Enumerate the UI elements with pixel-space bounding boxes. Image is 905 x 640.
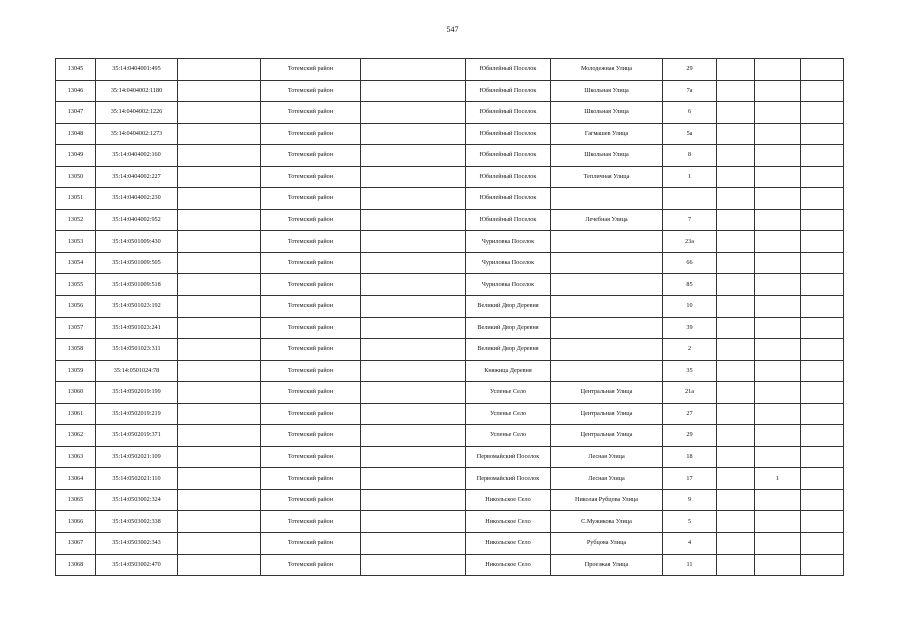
cell-extra (717, 102, 755, 124)
cell-street: Рубцова Улица (551, 533, 663, 555)
table-row (56, 188, 844, 210)
cell-record-number: 13060 (56, 382, 96, 404)
cell-settlement: Юбилейный Поселок (466, 59, 551, 81)
cell-district: Тотемский район (261, 511, 361, 533)
cell-cadastral-number: 35:14:0404002:1180 (96, 80, 178, 102)
cell-cadastral-number: 35:14:0404002:230 (96, 188, 178, 210)
cell-extra (801, 145, 844, 167)
cell-street: Молодежная Улица (551, 59, 663, 81)
cell-cadastral-number: 35:14:0502021:109 (96, 446, 178, 468)
cell-house-number: 23а (663, 231, 717, 253)
cell-settlement: Юбилейный Поселок (466, 80, 551, 102)
cell-street: Гагмашев Улица (551, 123, 663, 145)
cell-street: Школьная Улица (551, 102, 663, 124)
cell-district: Тотемский район (261, 382, 361, 404)
table-row (56, 511, 844, 533)
registry-table (55, 58, 844, 576)
cell-record-number: 13063 (56, 446, 96, 468)
cell-house-number (663, 188, 717, 210)
cell-settlement: Первомайский Поселок (466, 446, 551, 468)
cell-district: Тотемский район (261, 231, 361, 253)
cell-record-number: 13065 (56, 489, 96, 511)
cell-empty (361, 339, 466, 361)
cell-extra (755, 59, 801, 81)
cell-empty (361, 274, 466, 296)
cell-cadastral-number: 35:14:0404002:1273 (96, 123, 178, 145)
cell-extra (717, 425, 755, 447)
cell-district: Тотемский район (261, 145, 361, 167)
cell-settlement: Великий Двор Деревня (466, 296, 551, 318)
cell-district: Тотемский район (261, 123, 361, 145)
cell-street (551, 188, 663, 210)
cell-empty (361, 446, 466, 468)
cell-empty (361, 511, 466, 533)
cell-extra (717, 166, 755, 188)
table-body (56, 59, 844, 576)
cell-settlement: Чуриловка Поселок (466, 252, 551, 274)
table-row (56, 80, 844, 102)
cell-settlement: Никольское Село (466, 554, 551, 576)
cell-street (551, 296, 663, 318)
cell-street (551, 339, 663, 361)
cell-extra (801, 403, 844, 425)
cell-cadastral-number: 35:14:0404002:227 (96, 166, 178, 188)
cell-extra (755, 446, 801, 468)
cell-extra (717, 145, 755, 167)
cell-record-number: 13068 (56, 554, 96, 576)
table-row (56, 382, 844, 404)
cell-extra (717, 489, 755, 511)
cell-settlement: Юбилейный Поселок (466, 123, 551, 145)
cell-extra (755, 274, 801, 296)
cell-empty (361, 425, 466, 447)
cell-empty (361, 145, 466, 167)
cell-extra (801, 446, 844, 468)
cell-record-number: 13064 (56, 468, 96, 490)
cell-extra (801, 166, 844, 188)
cell-record-number: 13059 (56, 360, 96, 382)
cell-extra (801, 554, 844, 576)
cell-district: Тотемский район (261, 209, 361, 231)
cell-cadastral-number: 35:14:0501009:518 (96, 274, 178, 296)
cell-house-number: 66 (663, 252, 717, 274)
cell-cadastral-number: 35:14:0404002:1226 (96, 102, 178, 124)
cell-extra (717, 339, 755, 361)
table-row (56, 274, 844, 296)
cell-record-number: 13045 (56, 59, 96, 81)
cell-settlement: Чуриловка Поселок (466, 231, 551, 253)
cell-street: Центральная Улица (551, 382, 663, 404)
cell-extra (801, 489, 844, 511)
cell-street: Проезжая Улица (551, 554, 663, 576)
table-row (56, 145, 844, 167)
table-row (56, 360, 844, 382)
cell-district: Тотемский район (261, 252, 361, 274)
cell-cadastral-number: 35:14:0501023:241 (96, 317, 178, 339)
cell-cadastral-number: 35:14:0501009:505 (96, 252, 178, 274)
cell-settlement: Успенье Село (466, 425, 551, 447)
cell-district: Тотемский район (261, 166, 361, 188)
cell-street: Лесная Улица (551, 468, 663, 490)
cell-settlement: Первомайский Поселок (466, 468, 551, 490)
cell-extra (717, 296, 755, 318)
cell-house-number: 6 (663, 102, 717, 124)
cell-district: Тотемский район (261, 80, 361, 102)
cell-cadastral-number: 35:14:0503002:343 (96, 533, 178, 555)
cell-extra (755, 209, 801, 231)
table-row (56, 489, 844, 511)
cell-house-number: 8 (663, 145, 717, 167)
cell-extra (717, 274, 755, 296)
cell-cadastral-number: 35:14:0503002:470 (96, 554, 178, 576)
cell-extra (717, 80, 755, 102)
cell-extra (755, 382, 801, 404)
cell-settlement: Великий Двор Деревня (466, 339, 551, 361)
cell-empty (361, 468, 466, 490)
table-row (56, 317, 844, 339)
cell-house-number: 10 (663, 296, 717, 318)
cell-cadastral-number: 35:14:0502021:110 (96, 468, 178, 490)
page-number: 547 (446, 25, 459, 34)
cell-empty (361, 489, 466, 511)
cell-extra (755, 80, 801, 102)
cell-house-number: 9 (663, 489, 717, 511)
cell-extra (755, 188, 801, 210)
cell-extra: 1 (755, 468, 801, 490)
cell-extra (755, 425, 801, 447)
cell-extra (801, 339, 844, 361)
cell-district: Тотемский район (261, 102, 361, 124)
table-row (56, 123, 844, 145)
cell-empty (178, 145, 261, 167)
cell-record-number: 13053 (56, 231, 96, 253)
table-row (56, 166, 844, 188)
cell-settlement: Великий Двор Деревня (466, 317, 551, 339)
cell-record-number: 13050 (56, 166, 96, 188)
cell-cadastral-number: 35:14:0502019:199 (96, 382, 178, 404)
cell-cadastral-number: 35:14:0404002:952 (96, 209, 178, 231)
cell-house-number: 85 (663, 274, 717, 296)
cell-street: Центральная Улица (551, 425, 663, 447)
cell-extra (801, 59, 844, 81)
table-row (56, 446, 844, 468)
table-row (56, 102, 844, 124)
cell-extra (801, 102, 844, 124)
table-row (56, 296, 844, 318)
cell-settlement: Юбилейный Поселок (466, 209, 551, 231)
cell-settlement: Юбилейный Поселок (466, 188, 551, 210)
cell-street: Центральная Улица (551, 403, 663, 425)
cell-house-number: 21а (663, 382, 717, 404)
cell-house-number: 17 (663, 468, 717, 490)
cell-record-number: 13061 (56, 403, 96, 425)
cell-empty (178, 80, 261, 102)
cell-empty (178, 59, 261, 81)
cell-extra (717, 317, 755, 339)
cell-house-number: 2 (663, 339, 717, 361)
cell-extra (801, 188, 844, 210)
table-row (56, 554, 844, 576)
cell-record-number: 13062 (56, 425, 96, 447)
cell-empty (178, 317, 261, 339)
cell-extra (801, 511, 844, 533)
cell-empty (178, 403, 261, 425)
table-row (56, 533, 844, 555)
cell-cadastral-number: 35:14:0503002:324 (96, 489, 178, 511)
cell-record-number: 13056 (56, 296, 96, 318)
cell-house-number: 35 (663, 360, 717, 382)
cell-street: Школьная Улица (551, 145, 663, 167)
cell-empty (361, 554, 466, 576)
table-row (56, 252, 844, 274)
cell-empty (178, 468, 261, 490)
cell-extra (717, 188, 755, 210)
cell-street (551, 360, 663, 382)
cell-extra (801, 231, 844, 253)
cell-extra (717, 209, 755, 231)
cell-empty (178, 382, 261, 404)
cell-settlement: Никольское Село (466, 489, 551, 511)
cell-extra (801, 80, 844, 102)
cell-settlement: Успенье Село (466, 403, 551, 425)
cell-extra (717, 59, 755, 81)
cell-record-number: 13058 (56, 339, 96, 361)
cell-street: Лесная Улица (551, 446, 663, 468)
cell-cadastral-number: 35:14:0501024:78 (96, 360, 178, 382)
cell-district: Тотемский район (261, 274, 361, 296)
cell-empty (178, 425, 261, 447)
cell-empty (178, 252, 261, 274)
cell-extra (717, 403, 755, 425)
table-row (56, 209, 844, 231)
cell-settlement: Никольское Село (466, 533, 551, 555)
cell-district: Тотемский район (261, 360, 361, 382)
cell-house-number: 29 (663, 425, 717, 447)
table-row (56, 59, 844, 81)
cell-district: Тотемский район (261, 339, 361, 361)
cell-district: Тотемский район (261, 59, 361, 81)
cell-record-number: 13054 (56, 252, 96, 274)
cell-extra (717, 252, 755, 274)
cell-district: Тотемский район (261, 296, 361, 318)
cell-record-number: 13046 (56, 80, 96, 102)
cell-empty (361, 188, 466, 210)
cell-empty (178, 209, 261, 231)
cell-empty (178, 274, 261, 296)
cell-house-number: 7а (663, 80, 717, 102)
cell-district: Тотемский район (261, 554, 361, 576)
cell-extra (755, 145, 801, 167)
cell-extra (801, 209, 844, 231)
cell-record-number: 13052 (56, 209, 96, 231)
cell-empty (178, 123, 261, 145)
cell-house-number: 5а (663, 123, 717, 145)
cell-extra (755, 102, 801, 124)
cell-record-number: 13051 (56, 188, 96, 210)
cell-extra (717, 123, 755, 145)
cell-cadastral-number: 35:14:0404002:160 (96, 145, 178, 167)
cell-extra (801, 382, 844, 404)
cell-empty (178, 360, 261, 382)
cell-cadastral-number: 35:14:0502019:219 (96, 403, 178, 425)
cell-cadastral-number: 35:14:0503002:338 (96, 511, 178, 533)
cell-extra (717, 446, 755, 468)
cell-empty (361, 533, 466, 555)
cell-extra (755, 231, 801, 253)
cell-house-number: 39 (663, 317, 717, 339)
cell-extra (717, 533, 755, 555)
cell-empty (178, 296, 261, 318)
cell-street: Лечебная Улица (551, 209, 663, 231)
cell-street: Тепличная Улица (551, 166, 663, 188)
cell-extra (755, 511, 801, 533)
cell-record-number: 13057 (56, 317, 96, 339)
cell-empty (361, 403, 466, 425)
cell-extra (755, 533, 801, 555)
cell-empty (178, 339, 261, 361)
cell-extra (755, 123, 801, 145)
cell-street (551, 317, 663, 339)
cell-street (551, 231, 663, 253)
cell-record-number: 13067 (56, 533, 96, 555)
cell-empty (178, 102, 261, 124)
table-row (56, 425, 844, 447)
cell-district: Тотемский район (261, 317, 361, 339)
cell-empty (361, 296, 466, 318)
cell-extra (717, 554, 755, 576)
cell-house-number: 29 (663, 59, 717, 81)
cell-district: Тотемский район (261, 403, 361, 425)
cell-house-number: 4 (663, 533, 717, 555)
cell-house-number: 7 (663, 209, 717, 231)
cell-district: Тотемский район (261, 468, 361, 490)
cell-extra (717, 382, 755, 404)
cell-district: Тотемский район (261, 533, 361, 555)
cell-empty (178, 188, 261, 210)
cell-district: Тотемский район (261, 446, 361, 468)
cell-extra (717, 511, 755, 533)
cell-empty (361, 231, 466, 253)
cell-extra (755, 339, 801, 361)
cell-empty (361, 252, 466, 274)
cell-house-number: 1 (663, 166, 717, 188)
cell-extra (755, 296, 801, 318)
cell-settlement: Чуриловка Поселок (466, 274, 551, 296)
cell-district: Тотемский район (261, 425, 361, 447)
cell-street: Школьная Улица (551, 80, 663, 102)
cell-extra (717, 360, 755, 382)
cell-street: С.Мужикова Улица (551, 511, 663, 533)
cell-empty (178, 166, 261, 188)
cell-empty (361, 123, 466, 145)
cell-record-number: 13049 (56, 145, 96, 167)
cell-empty (178, 533, 261, 555)
cell-record-number: 13066 (56, 511, 96, 533)
cell-house-number: 5 (663, 511, 717, 533)
cell-extra (755, 317, 801, 339)
cell-extra (801, 296, 844, 318)
cell-settlement: Юбилейный Поселок (466, 102, 551, 124)
cell-street (551, 274, 663, 296)
cell-extra (801, 123, 844, 145)
cell-empty (178, 489, 261, 511)
cell-empty (178, 446, 261, 468)
cell-cadastral-number: 35:14:0501023:192 (96, 296, 178, 318)
cell-empty (361, 166, 466, 188)
cell-extra (755, 360, 801, 382)
cell-record-number: 13047 (56, 102, 96, 124)
cell-extra (717, 231, 755, 253)
cell-cadastral-number: 35:14:0501009:430 (96, 231, 178, 253)
cell-empty (361, 360, 466, 382)
cell-extra (801, 425, 844, 447)
cell-settlement: Юбилейный Поселок (466, 166, 551, 188)
cell-extra (801, 360, 844, 382)
cell-street: Николая Рубцова Улица (551, 489, 663, 511)
cell-cadastral-number: 35:14:0502019:371 (96, 425, 178, 447)
cell-district: Тотемский район (261, 188, 361, 210)
cell-street (551, 252, 663, 274)
cell-house-number: 18 (663, 446, 717, 468)
cell-extra (755, 554, 801, 576)
cell-settlement: Юбилейный Поселок (466, 145, 551, 167)
cell-empty (361, 209, 466, 231)
cell-empty (361, 59, 466, 81)
cell-empty (178, 511, 261, 533)
cell-empty (361, 382, 466, 404)
cell-record-number: 13055 (56, 274, 96, 296)
cell-extra (801, 468, 844, 490)
table-row (56, 468, 844, 490)
cell-extra (755, 252, 801, 274)
cell-settlement: Княжица Деревня (466, 360, 551, 382)
cell-empty (361, 102, 466, 124)
cell-extra (755, 403, 801, 425)
cell-empty (361, 80, 466, 102)
cell-extra (801, 252, 844, 274)
table-row (56, 231, 844, 253)
cell-empty (361, 317, 466, 339)
cell-cadastral-number: 35:14:0404001:495 (96, 59, 178, 81)
cell-extra (801, 533, 844, 555)
cell-district: Тотемский район (261, 489, 361, 511)
table-row (56, 403, 844, 425)
cell-cadastral-number: 35:14:0501023:311 (96, 339, 178, 361)
cell-empty (178, 554, 261, 576)
cell-empty (178, 231, 261, 253)
cell-extra (801, 274, 844, 296)
table-row (56, 339, 844, 361)
cell-settlement: Успенье Село (466, 382, 551, 404)
cell-extra (755, 166, 801, 188)
cell-house-number: 27 (663, 403, 717, 425)
cell-extra (755, 489, 801, 511)
cell-extra (717, 468, 755, 490)
cell-house-number: 11 (663, 554, 717, 576)
cell-record-number: 13048 (56, 123, 96, 145)
cell-extra (801, 317, 844, 339)
cell-settlement: Никольское Село (466, 511, 551, 533)
